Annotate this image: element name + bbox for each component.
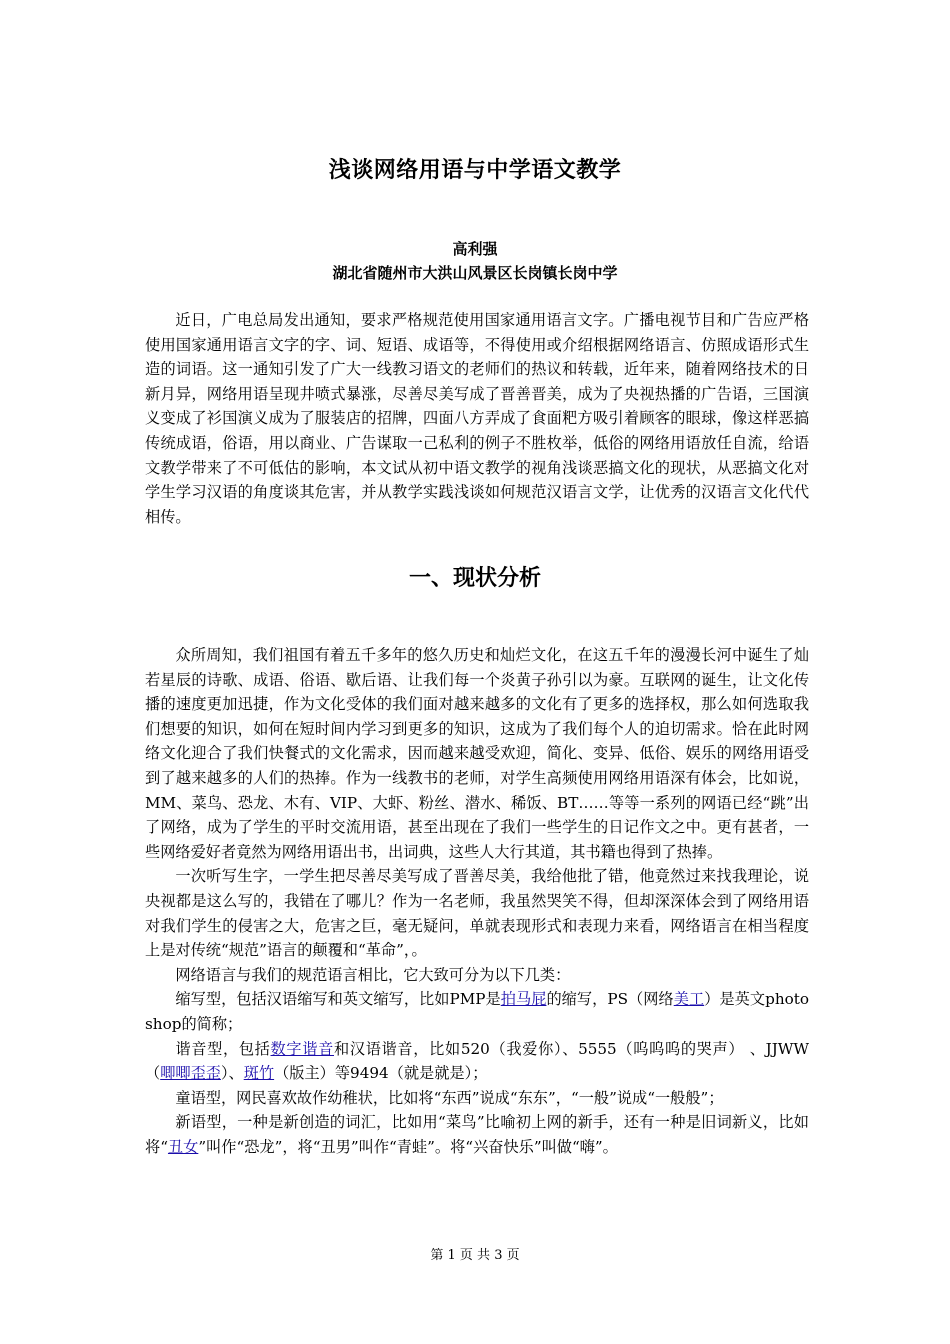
page-footer: 第 1 页 共 3 页: [430, 1248, 520, 1263]
link-chounv[interactable]: 丑女: [167, 1137, 199, 1156]
intro-paragraph: 近日，广电总局发出通知，要求严格规范使用国家通用语言文字。广播电视节目和广告应严格使用国家通用语言文字的字、词、短语、成语等，不得使用或介绍根据网络语言、仿照成语形式生造的词语。这一通知引发了广大一线教习语文的老师们的热议和转载，近年来，随着网络技术的日新月异，网络用语呈现井喷式暴涨，尽善尽美写成了晋善晋美，成为了央视热播的广告语，三国演义变成了衫国演义成为了服装店的招牌，四面八方弄成了食面粑方吸引着顾客的眼球，像这样恶搞传统成语，俗语，用以商业、广告谋取一己私利的例子不胜枚举，低俗的网络用语放任自流，给语文教学带来了不可低估的影响，本文试从初中语文教学的视角浅谈恶搞文化的现状，从恶搞文化对学生学习汉语的角度谈其危害，并从教学实践浅谈如何规范汉语言文学，让优秀的汉语言文化代代相传。: [145, 311, 809, 526]
author-affiliation: 湖北省随州市大洪山风景区长岗镇长岗中学: [332, 264, 618, 282]
paragraph-child-type: 童语型，网民喜欢故作幼稚状，比如将“东西”说成“东东”，“一般”说成“一般般”；: [175, 1088, 724, 1107]
link-banzhu[interactable]: 斑竹: [243, 1064, 275, 1083]
paragraph-homophone-type: 谐音型，包括数字谐音和汉语谐音，比如520（我爱你）、5555（呜呜呜的哭声） 、JJWW（唧唧歪歪）、斑竹（版主）等9494（就是就是）；: [145, 1039, 810, 1083]
paragraph-new-word-type: 新语型，一种是新创造的词汇，比如用“菜鸟”比喻初上网的新手，还有一种是旧词新义，比如将“丑女”叫作“恐龙”，将“丑男”叫作“青蛙”。将“兴奋快乐”叫做“嗨”。: [145, 1113, 809, 1156]
section-body: [145, 643, 809, 1159]
paragraph: 一次听写生字，一学生把尽善尽美写成了晋善尽美，我给他批了错，他竟然过来找我理论，说央视都是这么写的，我错在了哪儿？作为一名老师，我虽然哭笑不得，但却深深体会到了网络用语对我们学生的侵害之大，危害之巨，毫无疑问，单就表现形式和表现力来看，网络语言在相当程度上是对传统“规范”语言的颠覆和“革命”，。: [145, 867, 809, 960]
intro-block: [145, 308, 809, 529]
document-title: 浅谈网络用语与中学语文教学: [328, 158, 622, 183]
paragraph-abbreviation-type: 缩写型，包括汉语缩写和英文缩写，比如PMP是拍马屁的缩写，PS（网络美工）是英文photoshop的简称；: [145, 990, 809, 1033]
link-shuzi-xieyin[interactable]: 数字谐音: [270, 1039, 334, 1058]
paragraph: 网络语言与我们的规范语言相比，它大致可分为以下几类：: [175, 965, 571, 984]
link-mei-gong[interactable]: 美工: [673, 990, 705, 1009]
link-pai-ma-pi[interactable]: 拍马屁: [500, 990, 547, 1009]
link-jijiwaiwai[interactable]: 唧唧歪歪: [160, 1064, 221, 1083]
section-heading: 一、现状分析: [408, 566, 541, 591]
paragraph: 众所周知，我们祖国有着五千多年的悠久历史和灿烂文化，在这五千年的漫漫长河中诞生了灿若星辰的诗歌、成语、俗语、歇后语、让我们每一个炎黄子孙引以为豪。互联网的诞生，让文化传播的速度更加迅捷，作为文化受体的我们面对越来越多的文化有了更多的选择权，那么如何选取我们想要的知识，如何在短时间内学习到更多的知识，这成为了我们每个人的迫切需求。恰在此时网络文化迎合了我们快餐式的文化需求，因而越来越受欢迎，简化、变异、低俗、娱乐的网络用语受到了越来越多的人们的热捧。作为一线教书的老师，对学生高频使用网络用语深有体会，比如说，MM、菜鸟、恐龙、木有、VIP、大虾、粉丝、潜水、稀饭、BT……等等一系列的网语已经“跳”出了网络，成为了学生的平时交流用语，甚至出现在了我们一些学生的日记作文之中。更有甚者，一些网络爱好者竟然为网络用语出书，出词典，这些人大行其道，其书籍也得到了热捧。: [145, 646, 809, 861]
author-name: 高利强: [452, 240, 498, 258]
